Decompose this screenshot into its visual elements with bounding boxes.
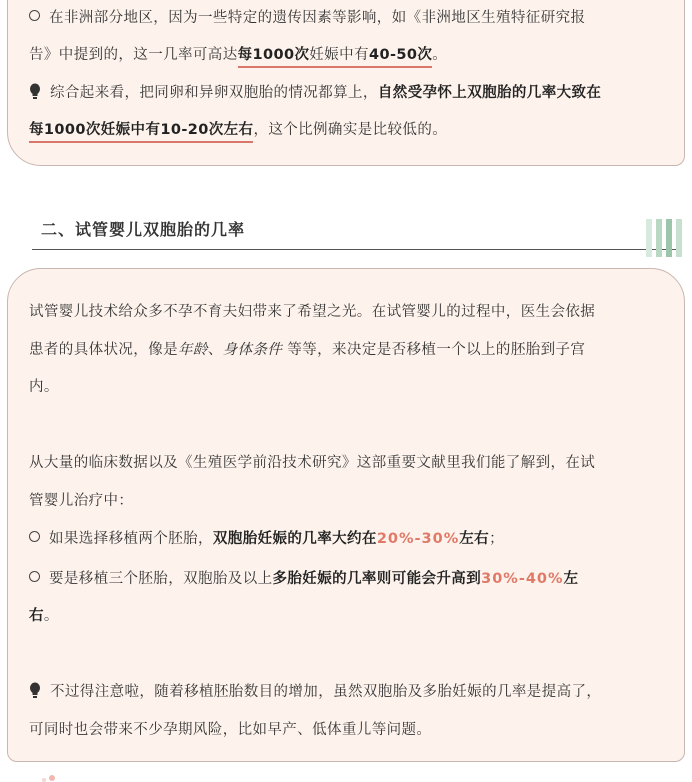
list-item-two-embryos: 如果选择移植两个胚胎，双胞胎妊娠的几率大约在20%-30%左右； (29, 527, 672, 548)
ivf-intro-line-3: 内。 (29, 379, 59, 395)
paragraph-summary-line-1: 综合起来看，把同卵和异卵双胞胎的情况都算上，自然受孕怀上双胞胎的几率大致在 (29, 81, 672, 102)
circle-bullet-icon (29, 531, 40, 542)
decorative-stripes (646, 219, 684, 257)
list-item-three-embryos: 要是移植三个胚胎，双胞胎及以上多胎妊娠的几率则可能会升高到30%-40%左 (29, 567, 672, 588)
paragraph-africa-line-2: 告》中提到的，这一几率可高达每1000次妊娠中有40-50次。 (29, 43, 672, 64)
section-heading: 二、试管婴儿双胞胎的几率 (41, 220, 246, 239)
paragraph-africa-line-1: 在非洲部分地区，因为一些特定的遗传因素等影响，如《非洲地区生殖特征研究报 (29, 6, 672, 27)
decorative-flower-icon (38, 772, 58, 782)
paragraph-summary-line-2: 每1000次妊娠中有10-20次左右，这个比例确实是比较低的。 (29, 118, 672, 139)
circle-bullet-icon (29, 571, 40, 582)
clinical-data-line-1: 从大量的临床数据以及《生殖医学前沿技术研究》这部重要文献里我们能了解到，在试 (29, 455, 596, 471)
heading-divider (32, 249, 680, 250)
lightbulb-icon (29, 83, 41, 100)
list-item-three-embryos-cont: 右。 (29, 608, 59, 624)
circle-bullet-icon (29, 10, 40, 21)
clinical-data-line-2: 管婴儿治疗中： (29, 493, 134, 509)
lightbulb-icon (29, 682, 41, 699)
note-line-1: 不过得注意啦，随着移植胚胎数目的增加，虽然双胞胎及多胎妊娠的几率是提高了， (29, 680, 672, 701)
ivf-intro-line-1: 试管婴儿技术给众多不孕不育夫妇带来了希望之光。在试管婴儿的过程中，医生会依据 (29, 304, 596, 320)
ivf-intro-line-2: 患者的具体状况，像是年龄、身体条件 等等，来决定是否移植一个以上的胚胎到子宫 (29, 342, 586, 358)
note-line-2: 可同时也会带来不少孕期风险，比如早产、低体重儿等问题。 (29, 722, 432, 738)
